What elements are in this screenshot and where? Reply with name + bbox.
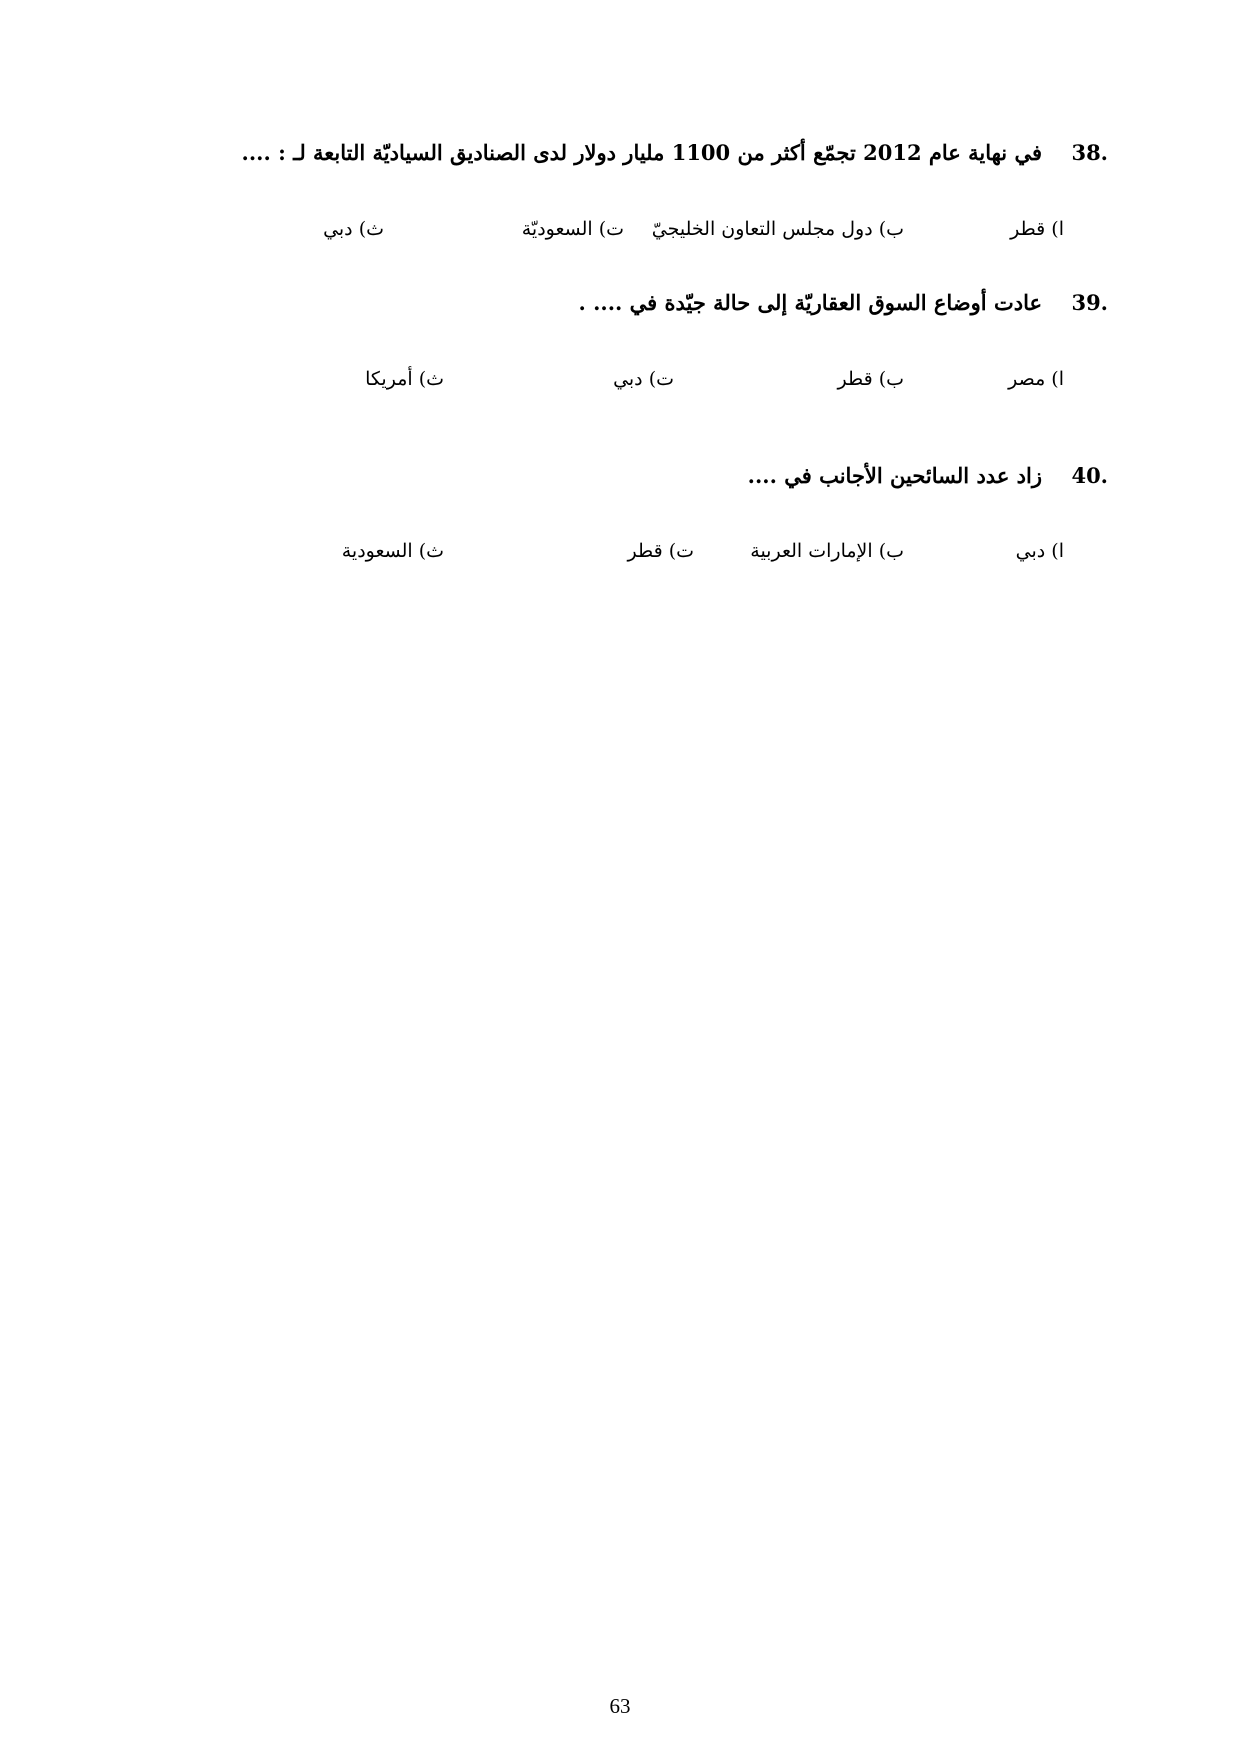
- option-t: ت) السعوديّة: [521, 218, 624, 240]
- question-number: 40.: [1071, 463, 1108, 488]
- option-th: ث) دبي: [323, 218, 384, 240]
- question-number: 39.: [1071, 290, 1108, 315]
- question-number: 38.: [1071, 140, 1108, 165]
- question-40: [748, 463, 1108, 488]
- question-39: [578, 290, 1108, 315]
- option-a: ا) دبي: [1015, 540, 1064, 562]
- option-t: ت) دبي: [613, 368, 674, 390]
- option-t: ت) قطر: [627, 540, 694, 562]
- option-a: ا) قطر: [1010, 218, 1064, 240]
- option-b: ب) دول مجلس التعاون الخليجيّ: [651, 218, 904, 240]
- question-38: [242, 140, 1108, 165]
- page-number: 63: [609, 1694, 631, 1718]
- question-text: عادت أوضاع السوق العقاريّة إلى حالة جيّدة في .... .: [578, 290, 1042, 315]
- option-b: ب) الإمارات العربية: [750, 540, 904, 562]
- question-text: في نهاية عام 2012 تجمّع أكثر من 1100 مليار دولار لدى الصناديق السياديّة التابعة لـ : ....: [241, 140, 1042, 165]
- question-text: زاد عدد السائحين الأجانب في ....: [747, 463, 1042, 488]
- option-a: ا) مصر: [1008, 368, 1064, 390]
- option-b: ب) قطر: [837, 368, 904, 390]
- option-th: ث) أمريكا: [365, 368, 444, 390]
- option-th: ث) السعودية: [341, 540, 444, 562]
